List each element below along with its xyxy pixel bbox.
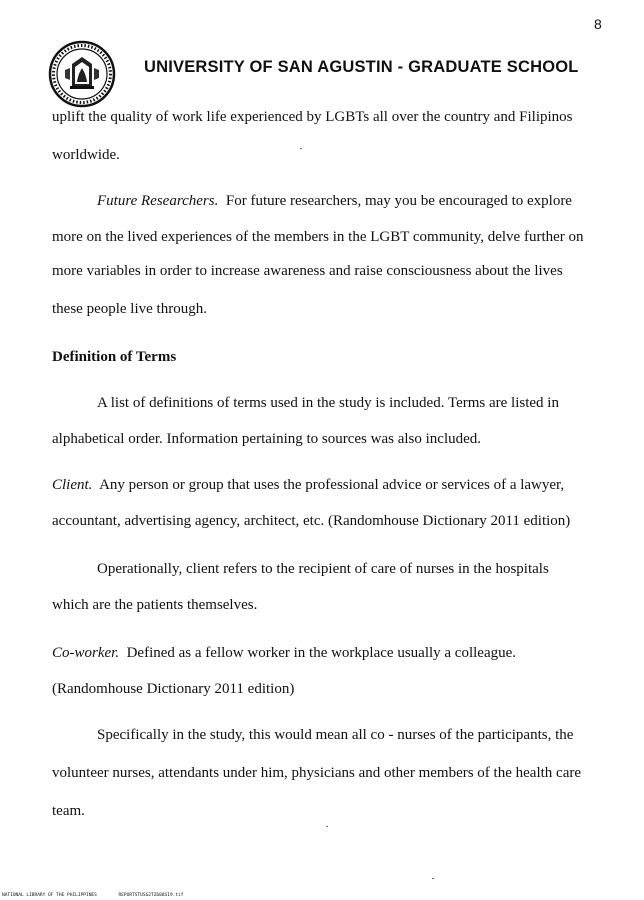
section-heading: Definition of Terms	[52, 349, 177, 365]
university-seal-icon	[48, 40, 116, 108]
paragraph-line: Operationally, client refers to the recipient of care of nurses in the hospitals	[97, 561, 549, 577]
page-number: 8	[594, 16, 602, 32]
paragraph-line: Specifically in the study, this would mean all co - nurses of the participants, the	[97, 727, 574, 743]
term-co-worker: Co-worker.	[52, 645, 120, 661]
scan-speck	[326, 826, 328, 827]
paragraph-line: more on the lived experiences of the members in the LGBT community, delve further on	[52, 229, 584, 245]
paragraph-line: alphabetical order. Information pertaining to sources was also included.	[52, 431, 482, 447]
paragraph-line	[97, 193, 572, 210]
paragraph-line: uplift the quality of work life experienced by LGBTs all over the country and Filipinos	[52, 109, 573, 125]
term-future-researchers: Future Researchers.	[97, 193, 219, 209]
scan-speck	[432, 878, 434, 879]
scan-speck	[300, 148, 302, 149]
paragraph-line: these people live through.	[52, 301, 207, 317]
paragraph-line: team.	[52, 803, 85, 819]
institution-title: UNIVERSITY OF SAN AGUSTIN - GRADUATE SCHOOL	[144, 58, 579, 76]
paragraph-line: accountant, advertising agency, architect, etc. (Randomhouse Dictionary 2011 edition)	[52, 513, 571, 529]
paragraph-line: worldwide.	[52, 147, 120, 163]
term-definition-text: For future researchers, may you be encouraged to explore	[218, 193, 572, 209]
term-definition-text: Any person or group that uses the professional advice or services of a lawyer,	[92, 477, 565, 493]
paragraph-line: A list of definitions of terms used in the study is included. Terms are listed in	[97, 395, 559, 411]
paragraph-line: (Randomhouse Dictionary 2011 edition)	[52, 681, 295, 697]
archive-stamp: NATIONAL LIBRARY OF THE PHILIPPINES REPORTSTUSG2TZ608S19.tif	[2, 893, 184, 898]
paragraph-line: more variables in order to increase awareness and raise consciousness about the lives	[52, 263, 563, 279]
paragraph-line: volunteer nurses, attendants under him, physicians and other members of the health care	[52, 765, 581, 781]
term-client: Client.	[52, 477, 93, 493]
paragraph-line	[52, 477, 564, 494]
paragraph-line: which are the patients themselves.	[52, 597, 258, 613]
term-definition-text: Defined as a fellow worker in the workplace usually a colleague.	[119, 645, 517, 661]
paragraph-line	[52, 645, 516, 662]
